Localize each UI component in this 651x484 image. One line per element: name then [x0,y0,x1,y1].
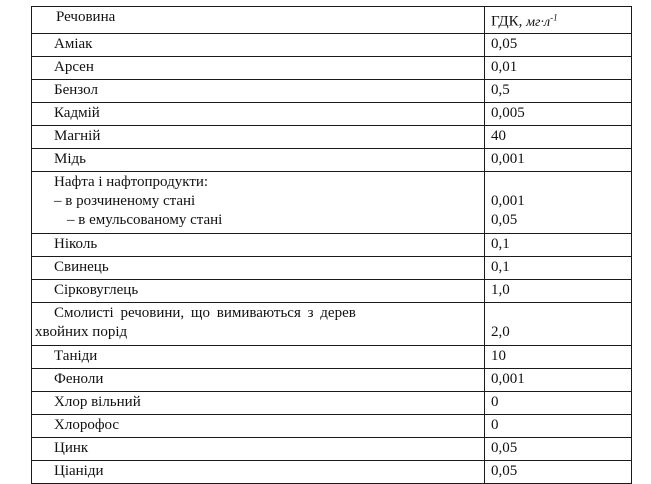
substance-name: Магній [32,125,485,148]
substance-value: 40 [485,125,632,148]
substance-value: 10 [485,345,632,368]
substance-name: Свинець [32,256,485,279]
table-row [32,437,632,460]
substance-value: 0 [485,414,632,437]
table-row [32,256,632,279]
substance-value: 0,05 [485,33,632,56]
resin-spacer [491,305,627,324]
table-row-oil [32,171,632,233]
header-substance: Речовина [32,7,485,34]
header-unit [526,12,558,30]
table-row [32,279,632,302]
substance-value: 0,01 [485,56,632,79]
substance-name: Бензол [32,79,485,102]
oil-values [485,171,632,233]
oil-dissolved: – в розчиненому стані [54,192,196,209]
substance-name: Кадмій [32,102,485,125]
resin-values [485,302,632,345]
resin-line2: хвойних порід [35,323,128,340]
substance-value: 0,05 [485,437,632,460]
header-gdk [485,7,632,34]
substance-name: Цинк [32,437,485,460]
resin-cell [32,302,485,345]
substance-value: 0,5 [485,79,632,102]
substance-name: Феноли [32,368,485,391]
table-row [32,33,632,56]
substance-name: Хлорофос [32,414,485,437]
substance-value: 0 [485,391,632,414]
oil-dissolved-value: 0,001 [491,192,525,209]
table-row [32,148,632,171]
substance-value: 0,05 [485,460,632,483]
table-row [32,460,632,483]
table-row [32,125,632,148]
header-unit-exp: -1 [550,12,558,22]
table-row-resin [32,302,632,345]
substance-name: Арсен [32,56,485,79]
header-row [32,7,632,34]
substance-value: 0,001 [485,368,632,391]
substance-value: 0,001 [485,148,632,171]
substance-name: Аміак [32,33,485,56]
substance-name: Мідь [32,148,485,171]
table-row [32,79,632,102]
oil-emulsified: – в емульсованому стані [67,211,223,228]
substance-name: Таніди [32,345,485,368]
oil-spacer [491,174,627,193]
resin-line1: Смолисті речовини, що вимиваються з дерев [54,304,356,321]
table-row [32,56,632,79]
substance-name: Сірковуглець [32,279,485,302]
table-row [32,391,632,414]
header-gdk-label: ГДК, [491,13,527,30]
substance-name: Ніколь [32,233,485,256]
substance-value: 1,0 [485,279,632,302]
header-unit-text: мг·л [526,14,551,30]
table-row [32,233,632,256]
oil-cell [32,171,485,233]
gdk-table [31,6,632,484]
substance-value: 0,005 [485,102,632,125]
substance-value: 0,1 [485,233,632,256]
substance-name: Ціаніди [32,460,485,483]
oil-emulsified-value: 0,05 [491,211,518,228]
resin-value: 2,0 [491,323,510,340]
substance-value: 0,1 [485,256,632,279]
table-row [32,368,632,391]
table-row [32,345,632,368]
substance-name: Хлор вільний [32,391,485,414]
oil-title: Нафта і нафтопродукти: [54,173,209,190]
table-row [32,414,632,437]
table-row [32,102,632,125]
